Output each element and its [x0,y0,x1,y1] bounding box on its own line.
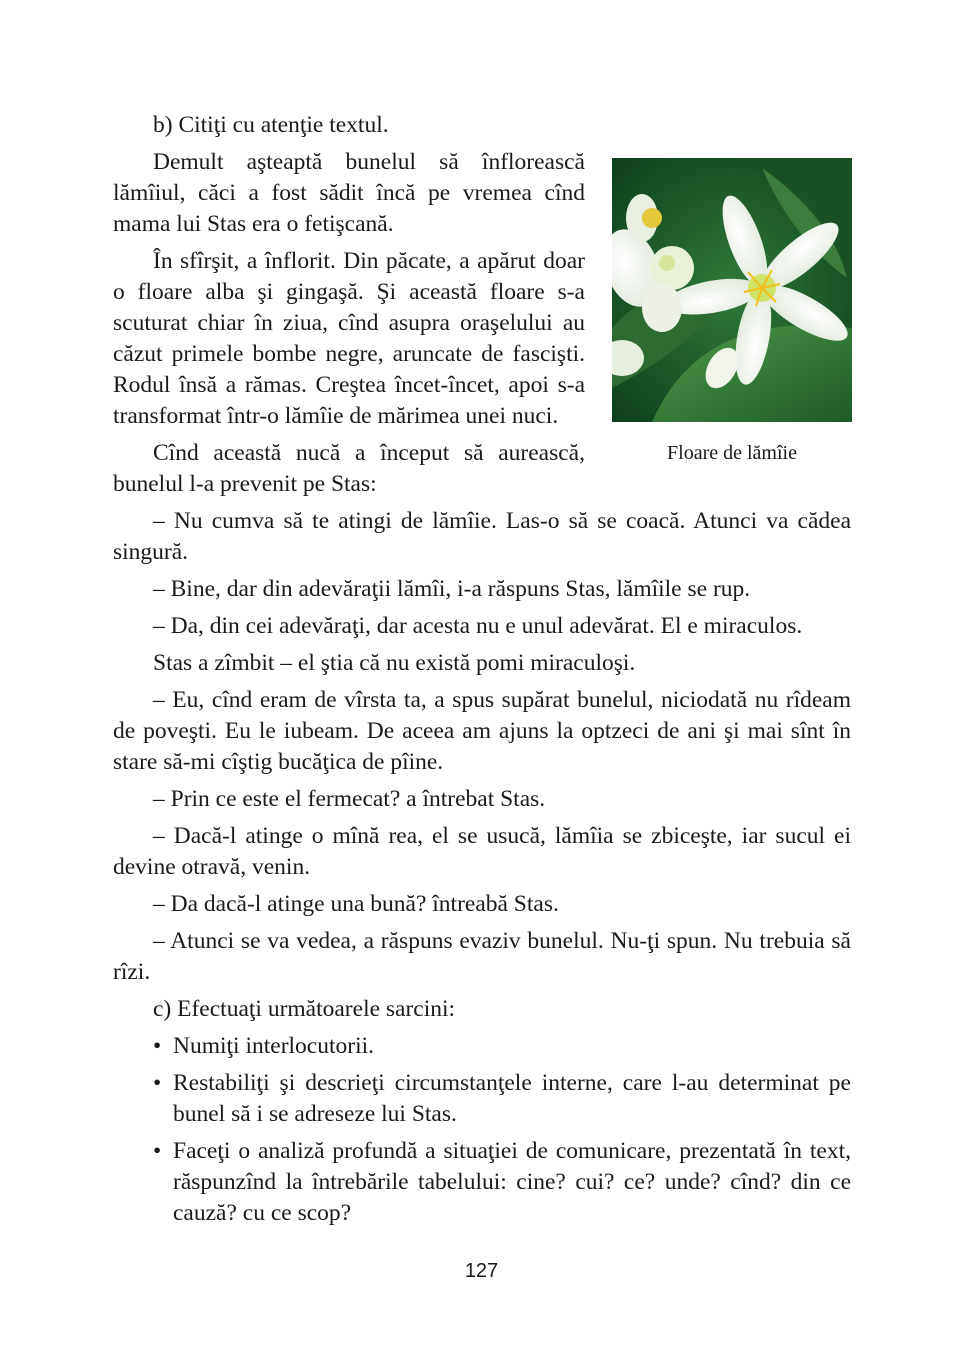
dialogue-line: Stas a zîmbit – el ştia că nu există pomi miraculoşi. [153,650,636,676]
dialogue-line: – Dacă-l atinge o mînă rea, el se usucă, lămîia se zbiceşte, iar sucul ei devine otravă, venin. [113,823,851,880]
dialogue-line: – Da dacă-l atinge una bună? întreabă Stas. [153,891,559,917]
task-list [113,1031,851,1229]
dialogue-line: – Nu cumva să te atingi de lămîie. Las-o să se coacă. Atunci va cădea singură. [113,508,851,565]
task-text: Faceţi o analiză profundă a situaţiei de comunicare, prezentată în text, răspunzînd la întrebările tabelului: cine? cui? ce? unde? cînd? din ce cauză? cu ce scop? [173,1138,851,1226]
task-text: Restabiliţi şi descrieţi circumstanţele interne, care l-au determinat pe bunel să i se adreseze lui Stas. [173,1070,851,1127]
bullet-icon: • [153,1070,162,1096]
task-item [113,1031,851,1062]
dialogue-line: – Atunci se va vedea, a răspuns evaziv bunelul. Nu-ţi spun. Nu trebuia să rîzi. [113,928,851,985]
story-paragraph: Cînd această nucă a început să aurească, bunelul l-a prevenit pe Stas: [113,440,585,497]
task-item [113,1136,851,1229]
dialogue-line: – Da, din cei adevăraţi, dar acesta nu e unul adevărat. El e miraculos. [153,613,803,639]
lemon-flower-figure [612,158,852,465]
story-paragraph: Demult aşteaptă bunelul să înflorească lămîiul, căci a fost sădit încă pe vremea cînd mama lui Stas era o fetişcană. [113,149,585,237]
dialogue-line: – Bine, dar din adevăraţii lămîi, i-a răspuns Stas, lămîile se rup. [153,576,751,602]
task-text: Numiţi interlocutorii. [173,1033,375,1059]
lemon-flower-photo [612,158,852,422]
section-b-heading: b) Citiţi cu atenţie textul. [153,112,389,138]
bullet-icon: • [153,1138,162,1164]
bullet-icon: • [153,1033,162,1059]
story-paragraph: În sfîrşit, a înflorit. Din păcate, a apărut doar o floare alba şi gingaşă. Şi această floare s-a scuturat chiar în ziua, cînd asupra oraşelului au căzut primele bombe negre, aruncate de fascişti. Rodul însă a rămas. Creştea încet-încet, apoi s-a transformat într-o lămîie de mărimea unei nuci. [113,248,585,429]
task-item [113,1068,851,1130]
figure-caption: Floare de lămîie [667,442,797,464]
dialogue-line: – Eu, cînd eram de vîrsta ta, a spus supărat bunelul, niciodată nu rîdeam de poveşti. Eu le iubeam. De aceea am ajuns la optzeci de ani şi mai sînt în stare să-mi cîştig bucăţica de pîine. [113,687,851,775]
page-number: 127 [464,1260,499,1282]
story-intro [113,110,851,500]
dialogue [113,506,851,988]
section-c-heading: c) Efectuaţi următoarele sarcini: [153,996,456,1022]
page-content [113,110,851,1229]
dialogue-line: – Prin ce este el fermecat? a întrebat Stas. [153,786,546,812]
intro-text-column [113,110,585,500]
